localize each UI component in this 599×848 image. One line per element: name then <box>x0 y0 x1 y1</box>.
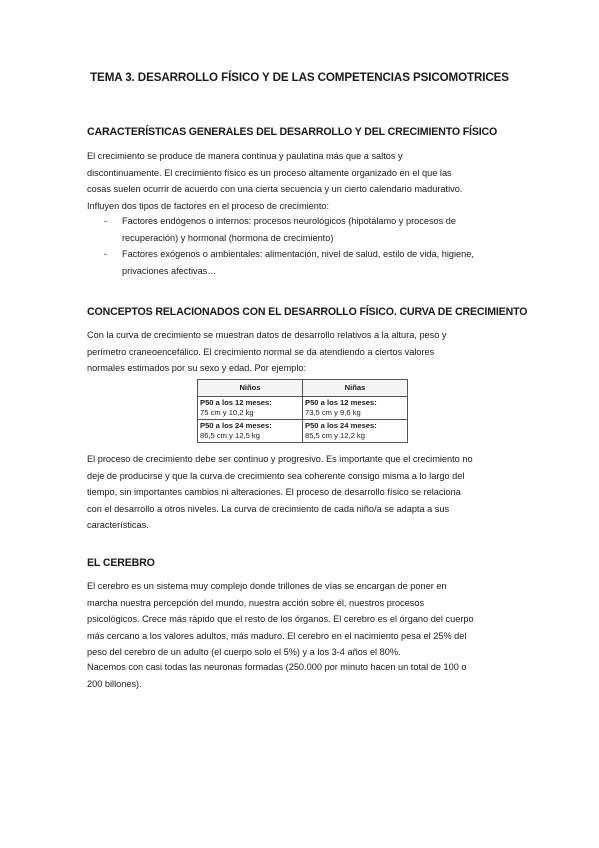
text-line: Con la curva de crecimiento se muestran datos de desarrollo relativos a la altura, peso y <box>87 330 447 340</box>
cell-value: 86,5 cm y 12,5 kg <box>200 431 260 440</box>
text-line: deje de producirse y que la curva de crecimiento sea coherente consigo misma a lo largo del <box>87 470 465 481</box>
text-line: privaciones afectivas… <box>122 265 217 276</box>
table-cell <box>198 420 303 443</box>
cell-label: P50 a los 24 meses: <box>305 421 377 430</box>
table-cell <box>198 397 303 420</box>
section2-intro <box>87 327 519 377</box>
list-item <box>104 246 516 279</box>
document-title: TEMA 3. DESARROLLO FÍSICO Y DE LAS COMPETENCIAS PSICOMOTRICES <box>90 71 509 84</box>
list-item <box>104 213 516 246</box>
text-line: marcha nuestra percepción del mundo, nuestra acción sobre él, nuestros procesos <box>87 597 425 608</box>
table-row <box>198 397 408 420</box>
text-line: tiempo, sin importantes cambios ni alteraciones. El proceso de desarrollo físico se relaciona <box>87 487 461 497</box>
text-line: psicológicos. Crece más rápido que el resto de los órganos. El cerebro es el órgano del cuerpo <box>87 614 474 624</box>
cell-label: P50 a los 12 meses: <box>305 398 377 407</box>
table-row <box>198 420 408 443</box>
text-line: con el desarrollo a otros niveles. La curva de crecimiento de cada niño/a se adapta a sus <box>87 503 450 514</box>
table-header-row <box>198 380 408 397</box>
text-line: recuperación) y hormonal (hormona de crecimiento) <box>122 232 334 243</box>
text-line: Influyen dos tipos de factores en el proceso de crecimiento: <box>87 200 330 211</box>
bullet-dash: - <box>104 249 108 259</box>
text-line: discontinuamente. El crecimiento físico es un proceso altamente organizado en el que las <box>87 167 452 178</box>
text-line: El cerebro es un sistema muy complejo donde trillones de vías se encargan de poner en <box>87 581 447 591</box>
text-line: El proceso de crecimiento debe ser continuo y progresivo. Es importante que el crecimiento no <box>87 454 473 464</box>
cell-value: 75 cm y 10,2 kg <box>200 408 254 417</box>
text-line: más cercano a los valores adultos, más maduro. El cerebro en el nacimiento pesa el 25% del <box>87 630 467 641</box>
text-line: Nacemos con casi todas las neuronas formadas (250.000 por minuto hacen un total de 100 o <box>87 662 467 672</box>
table-header-boys: Niños <box>198 380 303 397</box>
section-heading-cerebro: EL CEREBRO <box>87 557 155 569</box>
table-cell <box>303 397 408 420</box>
text-line: Factores endógenos o internos: procesos neurológicos (hipotálamo y procesos de <box>122 216 457 226</box>
table-header-girls: Niñas <box>303 380 408 397</box>
bullet-dash: - <box>104 216 108 226</box>
text-line: perímetro craneoencefálico. El crecimiento normal se da atendiendo a ciertos valores <box>87 346 435 357</box>
text-line: características. <box>87 520 149 530</box>
text-line: El crecimiento se produce de manera continua y paulatina más que a saltos y <box>87 151 403 161</box>
cell-value: 85,5 cm y 12,2 kg <box>305 431 365 440</box>
text-line: 200 billones). <box>87 678 142 689</box>
growth-table <box>197 379 408 443</box>
section1-paragraph <box>87 148 519 214</box>
cell-label: P50 a los 12 meses: <box>200 398 272 407</box>
text-line: peso del cerebro de un adulto (el cuerpo solo el 5%) y a los 3-4 años el 80%. <box>87 647 401 657</box>
cell-value: 73,5 cm y 9,6 kg <box>305 408 361 417</box>
section3-paragraph-1 <box>87 578 519 661</box>
text-line: cosas suelen ocurrir de acuerdo con una cierta secuencia y un cierto calendario madurativo. <box>87 184 463 194</box>
section-heading-caracteristicas: CARACTERÍSTICAS GENERALES DEL DESARROLLO Y DEL CRECIMIENTO FÍSICO <box>87 126 498 138</box>
cell-label: P50 a los 24 meses: <box>200 421 272 430</box>
factors-list <box>104 213 516 279</box>
section2-paragraph <box>87 451 519 534</box>
section-heading-conceptos: CONCEPTOS RELACIONADOS CON EL DESARROLLO FÍSICO. CURVA DE CRECIMIENTO <box>87 306 528 318</box>
table-cell <box>303 420 408 443</box>
text-line: Factores exógenos o ambientales: alimentación, nivel de salud, estilo de vida, higiene, <box>122 249 474 259</box>
text-line: normales estimados por su sexo y edad. Por ejemplo: <box>87 363 307 373</box>
section3-paragraph-2 <box>87 659 519 692</box>
